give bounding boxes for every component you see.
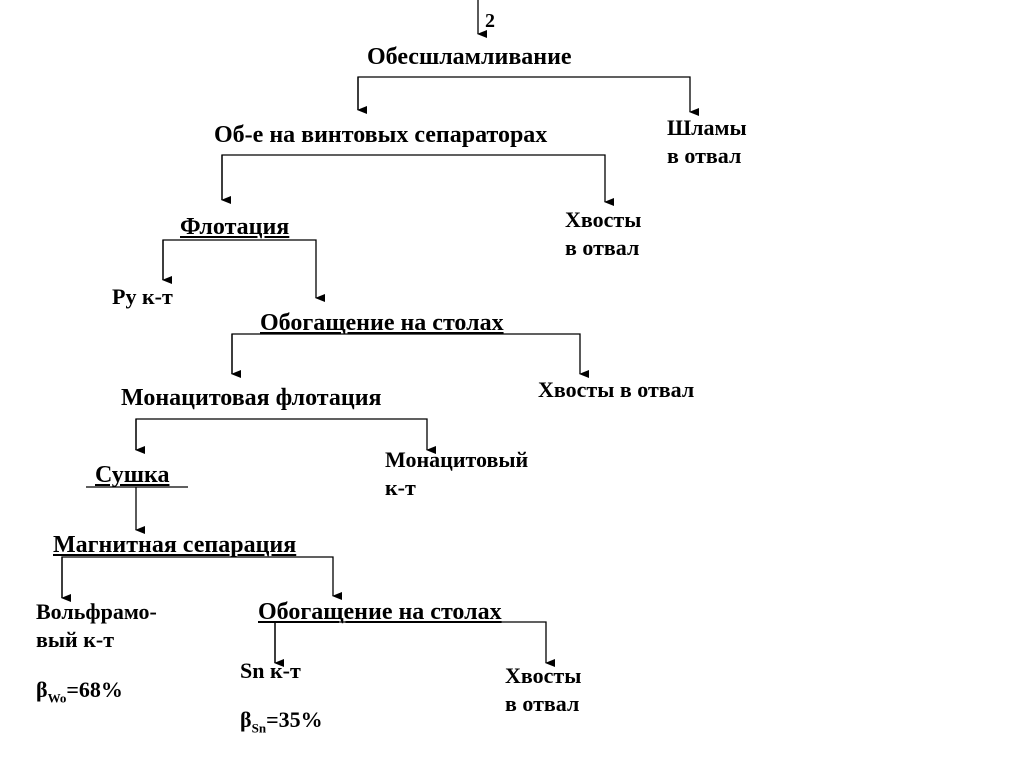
product-tungsten-conc-line1: Вольфрамо-	[36, 599, 157, 624]
product-tails-spiral-line2: в отвал	[565, 235, 640, 260]
step-tables-2: Обогащение на столах	[258, 599, 502, 625]
product-tails-tables-2-line2: в отвал	[505, 691, 580, 716]
tables1-split	[232, 334, 580, 374]
product-tails-tables-1: Хвосты в отвал	[538, 377, 695, 402]
product-slimes-line1: Шламы	[667, 115, 747, 140]
step-monazite-flotation: Монацитовая флотация	[121, 385, 382, 411]
product-monazite-conc-line1: Монацитовый	[385, 447, 529, 472]
sn-grade: $\beta_{Sn}=35\%$	[240, 707, 323, 736]
product-tails-tables-2-line1: Хвосты	[505, 663, 582, 688]
product-tungsten-conc-line2: вый к-т	[36, 627, 115, 652]
step-desliming: Обесшламливание	[367, 44, 572, 70]
magnetic-split	[62, 557, 333, 598]
step-spiral-separation: Об-е на винтовых сепараторах	[214, 122, 548, 148]
tables2-split	[275, 622, 546, 663]
product-monazite-conc-line2: к-т	[385, 475, 416, 500]
product-slimes-line2: в отвал	[667, 143, 742, 168]
input-number: 2	[485, 10, 495, 32]
step-flotation: Флотация	[180, 214, 290, 240]
product-py-concentrate: Py к-т	[112, 284, 173, 309]
tungsten-grade: $\beta_{Wo}=68\%$	[36, 677, 123, 706]
step-tables-1: Обогащение на столах	[260, 310, 504, 336]
monazite-split	[136, 419, 427, 450]
flotation-split	[163, 240, 316, 298]
product-tails-spiral-line1: Хвосты	[565, 207, 642, 232]
spiral-split	[222, 155, 605, 202]
desliming-split	[358, 77, 690, 112]
step-drying: Сушка	[95, 462, 170, 488]
product-sn-concentrate: Sn к-т	[240, 658, 301, 683]
step-magnetic-separation: Магнитная сепарация	[53, 532, 297, 558]
